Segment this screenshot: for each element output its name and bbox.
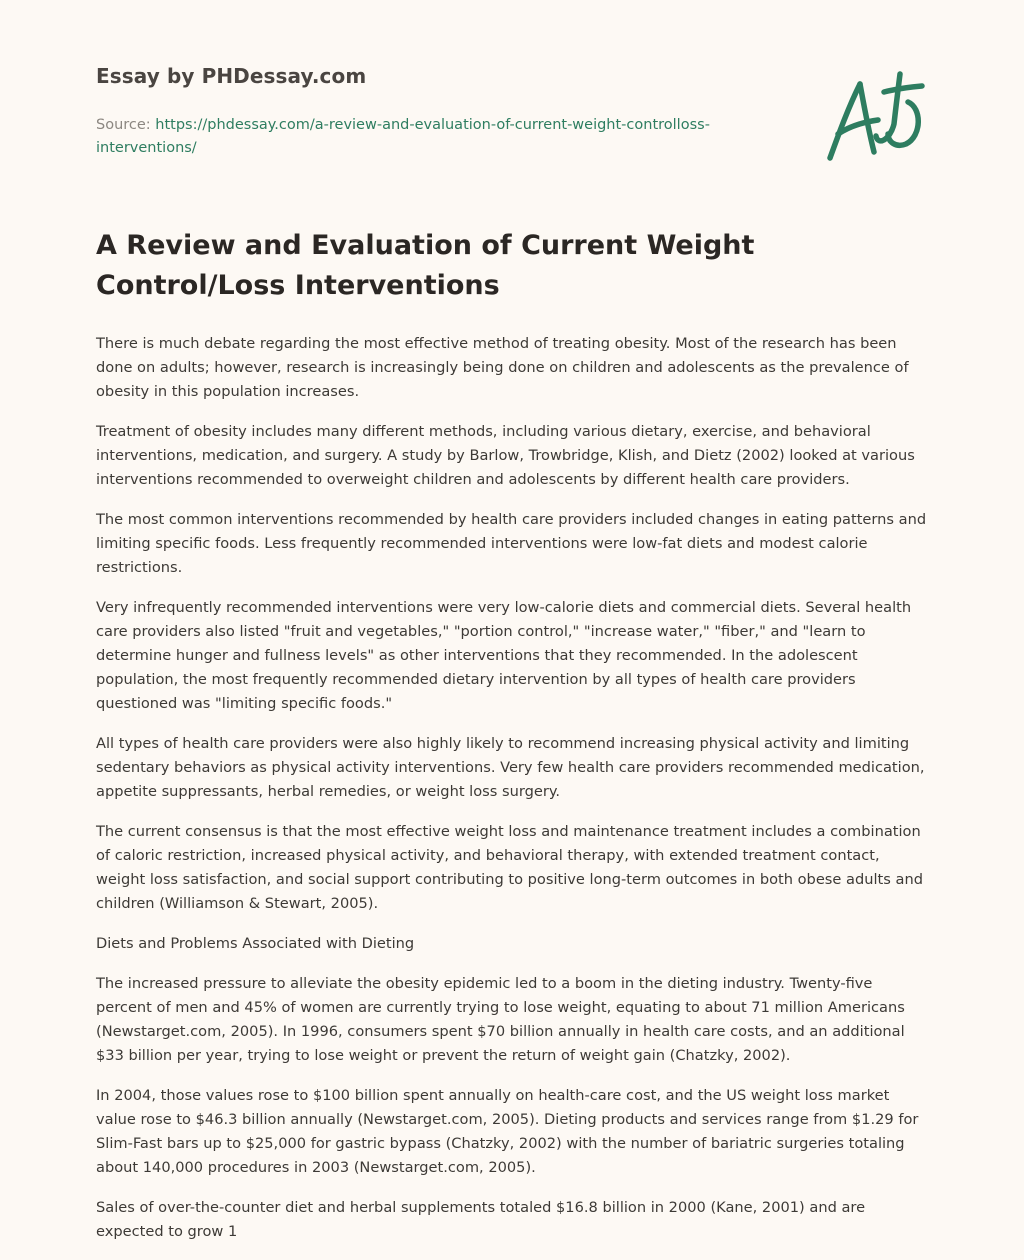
a-plus-logo-icon xyxy=(818,66,928,166)
source-label: Source: xyxy=(96,117,156,133)
essay-paragraph-9: Sales of over-the-counter diet and herbal supplements totaled $16.8 billion in 2000 (Kane, 2001) and are expected to grow 1 xyxy=(96,1199,866,1240)
site-title: Essay by PHDessay.com xyxy=(96,64,367,88)
section-heading: Diets and Problems Associated with Dieting xyxy=(96,935,415,952)
essay-paragraph-4: Very infrequently recommended interventions were very low-calorie diets and commercial diets. Several health care providers also listed "fruit and vegetables," "portion control," "increase water," "fiber," and "learn to determine hunger and fullness levels" as other interventions that they recommended. In the adolescent population, the most frequently recommended dietary intervention by all types of health care providers questioned was "limiting specific foods." xyxy=(96,599,912,712)
page-header xyxy=(96,64,796,160)
essay-paragraph-8: In 2004, those values rose to $100 billion spent annually on health-care cost, and the US weight loss market value rose to $46.3 billion annually (Newstarget.com, 2005). Dieting products and services range from $1.29 for Slim-Fast bars up to $25,000 for gastric bypass (Chatzky, 2002) with the number of bariatric surgeries totaling about 140,000 procedures in 2003 (Newstarget.com, 2005). xyxy=(96,1087,919,1176)
essay-paragraph-5: All types of health care providers were also highly likely to recommend increasing physical activity and limiting sedentary behaviors as physical activity interventions. Very few health care providers recommended medication, appetite suppressants, herbal remedies, or weight loss surgery. xyxy=(96,735,925,800)
essay-title: A Review and Evaluation of Current Weight Control/Loss Interventions xyxy=(96,230,755,301)
essay-paragraph-2: Treatment of obesity includes many different methods, including various dietary, exercise, and behavioral interventions, medication, and surgery. A study by Barlow, Trowbridge, Klish, and Dietz (2002) looked at various interventions recommended to overweight children and adolescents by different health care providers. xyxy=(96,423,915,488)
source-link[interactable]: https://phdessay.com/a-review-and-evaluation-of-current-weight-controlloss-interventions/ xyxy=(96,117,710,156)
essay-content xyxy=(96,226,928,1260)
source-line xyxy=(96,114,796,160)
essay-paragraph-7: The increased pressure to alleviate the obesity epidemic led to a boom in the dieting industry. Twenty-five percent of men and 45% of women are currently trying to lose weight, equating to about 71 million Americans (Newstarget.com, 2005). In 1996, consumers spent $70 billion annually in health care costs, and an additional $33 billion per year, trying to lose weight or prevent the return of weight gain (Chatzky, 2002). xyxy=(96,975,905,1064)
a-plus-logo xyxy=(818,66,928,166)
essay-paragraph-1: There is much debate regarding the most effective method of treating obesity. Most of the research has been done on adults; however, research is increasingly being done on children and adolescents as the prevalence of obesity in this population increases. xyxy=(96,335,909,400)
essay-paragraph-3: The most common interventions recommended by health care providers included changes in eating patterns and limiting specific foods. Less frequently recommended interventions were low-fat diets and modest calorie restrictions. xyxy=(96,511,927,576)
essay-paragraph-6: The current consensus is that the most effective weight loss and maintenance treatment includes a combination of caloric restriction, increased physical activity, and behavioral therapy, with extended treatment contact, weight loss satisfaction, and social support contributing to positive long-term outcomes in both obese adults and children (Williamson & Stewart, 2005). xyxy=(96,823,923,912)
